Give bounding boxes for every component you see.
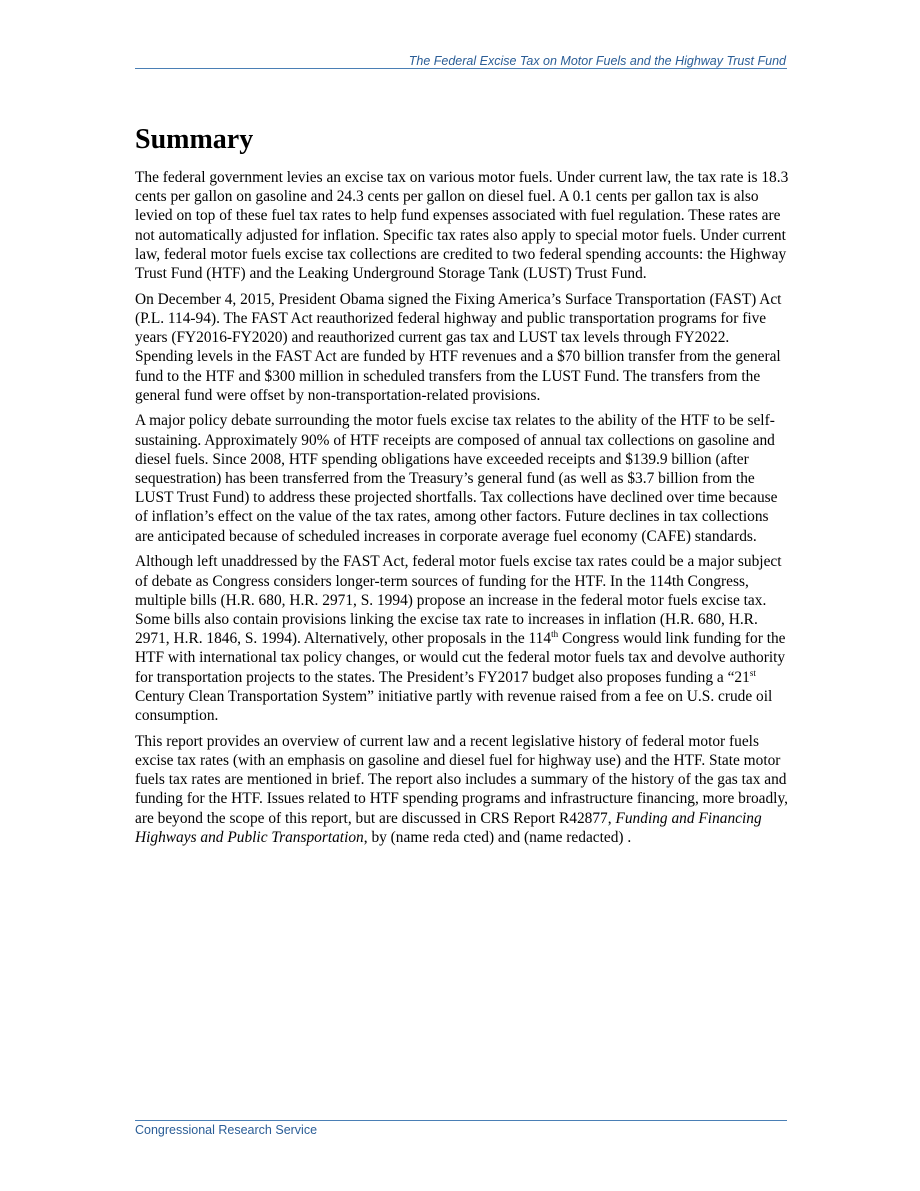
paragraph-5-text-b: , by (name reda cted) and (name redacted) . [363,828,632,846]
summary-body [135,168,791,853]
paragraph-1: The federal government levies an excise tax on various motor fuels. Under current law, the tax rate is 18.3 cents per gallon on gasoline and 24.3 cents per gallon on diesel fuel. A 0.1 cents per gallon tax is also levied on top of these fuel tax rates to help fund expenses associated with fuel regulation. These rates are not automatically adjusted for inflation. Specific tax rates also apply to special motor fuels. Under current law, federal motor fuels excise tax collections are credited to two federal spending accounts: the Highway Trust Fund (HTF) and the Leaking Underground Storage Tank (LUST) Trust Fund. [135,169,789,283]
ordinal-superscript: th [551,629,559,640]
footer-divider [135,1120,787,1121]
paragraph-4-text-b: Congress would link funding for the HTF with international tax policy changes, or would cut the federal motor fuels tax and devolve authority for transportation projects to the states. The President’s FY2017 budget also proposes funding a “21 [135,630,786,686]
paragraph-3: A major policy debate surrounding the motor fuels excise tax relates to the ability of the HTF to be self-sustaining. Approximately 90% of HTF receipts are composed of annual tax collections on gasoline and diesel fuels. Since 2008, HTF spending obligations have exceeded receipts and $139.9 billion (after sequestration) has been transferred from the Treasury’s general fund (as well as $3.7 billion from the LUST Trust Fund) to address these projected shortfalls. Tax collections have declined over time because of inflation’s effect on the value of the tax rates, among other factors. Future declines in tax collections are anticipated because of scheduled increases in corporate average fuel economy (CAFE) standards. [135,412,778,545]
paragraph-4-text-a: Although left unaddressed by the FAST Act, federal motor fuels excise tax rates could be a major subject of debate as Congress considers longer-term sources of funding for the HTF. In the 114th Congress, multiple bills (H.R. 680, H.R. 2971, S. 1994) propose an increase in the federal motor fuels excise tax. Some bills also contain provisions linking the excise tax rate to increases in inflation (H.R. 680, H.R. 2971, H.R. 1846, S. 1994). Alternatively, other proposals in the 114 [135,553,782,648]
ordinal-superscript: st [749,667,756,678]
paragraph-5 [135,732,791,847]
section-heading: Summary [135,124,254,155]
cited-report-title: Funding and Financing Highways and Public Transportation [135,809,762,846]
running-header-title: The Federal Excise Tax on Motor Fuels and the Highway Trust Fund [408,54,786,68]
paragraph-4-text-c: Century Clean Transportation System” initiative partly with revenue raised from a fee on U.S. crude oil consumption. [135,687,773,724]
footer-organization: Congressional Research Service [135,1123,318,1137]
paragraph-4 [135,552,791,725]
paragraph-5-text-a: This report provides an overview of current law and a recent legislative history of federal motor fuels excise tax rates (with an emphasis on gasoline and diesel fuel for highway use) and the HTF. State motor fuels tax rates are mentioned in brief. The report also includes a summary of the history of the gas tax and funding for the HTF. Issues related to HTF spending programs and infrastructure financing, more broadly, are beyond the scope of this report, but are discussed in CRS Report R42877, [135,732,788,827]
paragraph-2: On December 4, 2015, President Obama signed the Fixing America’s Surface Transportation (FAST) Act (P.L. 114-94). The FAST Act reauthorized federal highway and public transportation programs for five years (FY2016-FY2020) and reauthorized current gas tax and LUST tax levels through FY2022. Spending levels in the FAST Act are funded by HTF revenues and a $70 billion transfer from the general fund to the HTF and $300 million in scheduled transfers from the LUST Fund. The transfers from the general fund were offset by non-transportation-related provisions. [135,290,782,404]
header-divider [135,68,787,69]
